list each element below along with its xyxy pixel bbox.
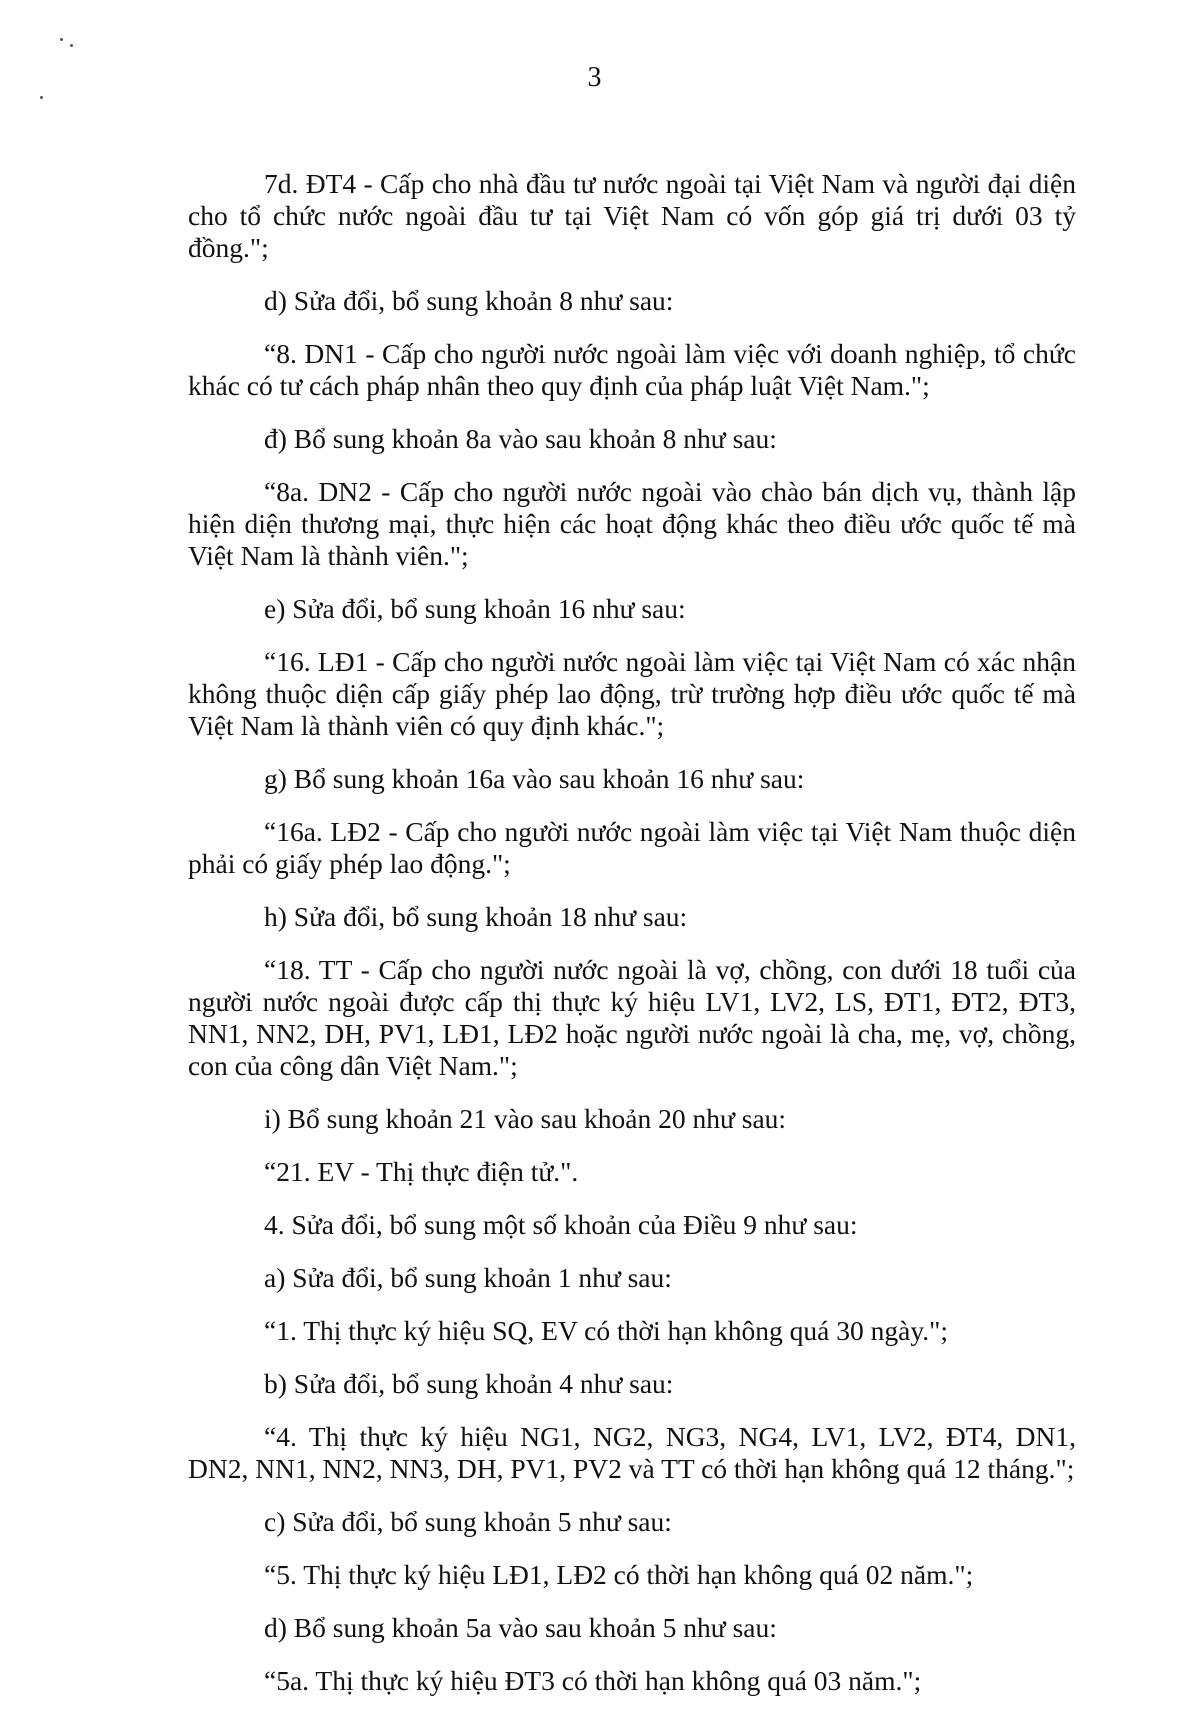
paragraph-add-21: i) Bổ sung khoản 21 vào sau khoản 20 như sau: [264,1103,787,1134]
paragraph-visa-12-months: “4. Thị thực ký hiệu NG1, NG2, NG3, NG4, LV1, LV2, ĐT4, DN1, DN2, NN1, NN2, NN3, DH, PV1, PV2 và TT có thời hạn không quá 12 tháng."; [188,1421,1076,1484]
paragraph-ev: “21. EV - Thị thực điện tử.". [264,1156,579,1187]
paragraph-visa-30-days: “1. Thị thực ký hiệu SQ, EV có thời hạn không quá 30 ngày."; [264,1315,949,1346]
paragraph-tt: “18. TT - Cấp cho người nước ngoài là vợ, chồng, con dưới 18 tuổi của người nước ngoài được cấp thị thực ký hiệu LV1, LV2, LS, ĐT1, ĐT2, ĐT3, NN1, NN2, DH, PV1, LĐ1, LĐ2 hoặc người nước ngoài là cha, mẹ, vợ, chồng, con của công dân Việt Nam."; [188,954,1076,1081]
paragraph-article-9: 4. Sửa đổi, bổ sung một số khoản của Điều 9 như sau: [264,1209,858,1240]
paragraph-amend-5: c) Sửa đổi, bổ sung khoản 5 như sau: [264,1506,672,1537]
scan-speck [70,44,73,47]
paragraph-ld1: “16. LĐ1 - Cấp cho người nước ngoài làm việc tại Việt Nam có xác nhận không thuộc diện cấp giấy phép lao động, trừ trường hợp điều ước quốc tế mà Việt Nam là thành viên có quy định khác."; [188,646,1076,741]
paragraph-amend-18: h) Sửa đổi, bổ sung khoản 18 như sau: [264,901,688,932]
page-number: 3 [587,62,602,93]
scan-speck [60,38,63,41]
paragraph-visa-02-years: “5. Thị thực ký hiệu LĐ1, LĐ2 có thời hạn không quá 02 năm."; [264,1559,974,1590]
scan-speck [40,96,43,99]
paragraph-amend-1: a) Sửa đổi, bổ sung khoản 1 như sau: [264,1262,672,1293]
paragraph-amend-8: d) Sửa đổi, bổ sung khoản 8 như sau: [264,285,674,316]
paragraph-dn2: “8a. DN2 - Cấp cho người nước ngoài vào chào bán dịch vụ, thành lập hiện diện thương mại, thực hiện các hoạt động khác theo điều ước quốc tế mà Việt Nam là thành viên."; [188,476,1076,571]
document-body [188,168,1076,1718]
paragraph-add-5a: d) Bổ sung khoản 5a vào sau khoản 5 như sau: [264,1612,777,1643]
paragraph-visa-03-years: “5a. Thị thực ký hiệu ĐT3 có thời hạn không quá 03 năm."; [264,1665,922,1696]
paragraph-ld2: “16a. LĐ2 - Cấp cho người nước ngoài làm việc tại Việt Nam thuộc diện phải có giấy phép lao động."; [188,816,1076,879]
paragraph-dn1: “8. DN1 - Cấp cho người nước ngoài làm việc với doanh nghiệp, tổ chức khác có tư cách pháp nhân theo quy định của pháp luật Việt Nam."; [188,338,1076,401]
paragraph-amend-4: b) Sửa đổi, bổ sung khoản 4 như sau: [264,1368,674,1399]
paragraph-add-8a: đ) Bổ sung khoản 8a vào sau khoản 8 như sau: [264,423,777,454]
paragraph-7d: 7d. ĐT4 - Cấp cho nhà đầu tư nước ngoài tại Việt Nam và người đại diện cho tổ chức nước ngoài đầu tư tại Việt Nam có vốn góp giá trị dưới 03 tỷ đồng."; [188,168,1076,263]
paragraph-amend-16: e) Sửa đổi, bổ sung khoản 16 như sau: [264,593,686,624]
paragraph-add-16a: g) Bổ sung khoản 16a vào sau khoản 16 như sau: [264,763,805,794]
